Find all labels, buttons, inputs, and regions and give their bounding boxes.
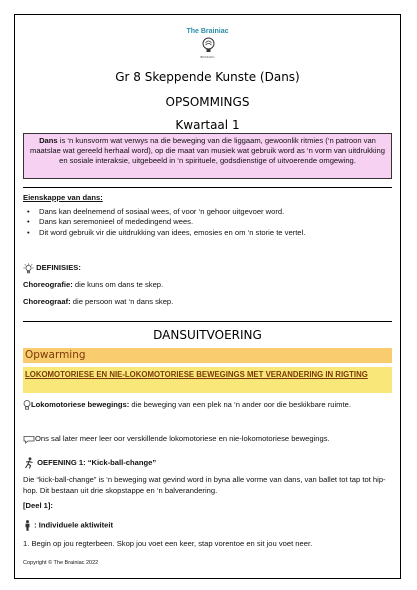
logo-caption: BRAINIAC [200, 55, 215, 59]
note-text: Ons sal later meer leer oor verskillende lokomotoriese en nie-lokomotoriese bewegings. [35, 434, 330, 443]
definitions-section [23, 261, 392, 307]
definition-row-term: Choreograaf: [23, 296, 71, 306]
running-figure-icon [23, 457, 35, 469]
movement-subheading: LOKOMOTORIESE EN NIE-LOKOMOTORIESE BEWEGINGS MET VERANDERING IN RIGTING [23, 367, 392, 393]
properties-section [23, 193, 392, 238]
part-label: [Deel 1]: [23, 501, 53, 510]
note-line [23, 434, 392, 445]
exercise-heading [23, 457, 392, 469]
page-title: Gr 8 Skeppende Kunste (Dans) [115, 70, 300, 84]
divider [23, 187, 392, 188]
locomotor-text: die beweging van een plek na ‘n ander oor die beskikbare ruimte. [129, 400, 351, 409]
definition-term: Dans [39, 136, 58, 145]
definition-row-term: Choreografie: [23, 280, 73, 289]
locomotor-term: Lokomotoriese bewegings: [31, 400, 130, 409]
definition-row [23, 297, 392, 308]
warmup-band: Opwarming [23, 348, 392, 363]
definition-row [23, 280, 392, 291]
definition-row-text: die kuns om dans te skep. [72, 280, 164, 289]
definition-row-text: die persoon wat ‘n dans skep. [70, 296, 174, 306]
properties-list [23, 207, 392, 239]
speech-bubble-icon [23, 435, 35, 444]
list-item: • Dans kan seremonieel of mededingend wees. [23, 217, 392, 228]
exercise-title: OEFENING 1: “Kick-ball-change” [37, 458, 157, 467]
term-label: Kwartaal 1 [175, 118, 240, 132]
brand-name: The Brainiac [186, 28, 229, 35]
exercise-description: Die “kick-ball-change” is ‘n beweging wat gevind word in byna alle vorme van dans, van ballet tot tap tot hip-hop. Dit bestaan uit drie skopstappe en ‘n balverandering. [23, 475, 386, 495]
definitions-heading: DEFINISIES: [36, 263, 81, 272]
activity-text: : Individuele aktiwiteit [34, 520, 114, 530]
activity-label [23, 520, 392, 531]
worksheet-page [14, 14, 401, 579]
list-item: • Dit word gebruik vir die uitdrukking van idees, emosies en om ‘n storie te vertel. [23, 228, 392, 239]
dance-definition-box [23, 133, 392, 179]
page-subtitle: OPSOMMINGS [165, 95, 250, 109]
standing-person-icon [23, 520, 32, 531]
brain-lightbulb-logo-icon [201, 37, 216, 53]
lightbulb-icon [23, 400, 31, 410]
list-item: • Dans kan deelnemend of sosiaal wees, of voor ‘n gehoor uitgevoer word. [23, 207, 392, 218]
locomotor-definition [23, 400, 392, 411]
section-title: DANSUITVOERING [153, 328, 262, 342]
properties-heading: Eienskappe van dans: [23, 193, 103, 202]
definition-text: is ‘n kunsvorm wat verwys na die beweging van die liggaam, gewoonlik ritmies (‘n patroon van maatslae wat gereeld herhaal word), op die maat van musiek wat gebruik word as ‘n vorm van uitdrukking en sosiale interaksie, uitgebeeld in ‘n spirituele, godsdienstige of uitvoerende omgewing. [30, 136, 385, 166]
sun-lightbulb-icon [23, 263, 34, 274]
divider [23, 321, 392, 322]
copyright-footer: Copyright © The Brainiac 2022 [23, 560, 99, 566]
step-one: 1. Begin op jou regterbeen. Skop jou voet een keer, stap vorentoe en sit jou voet neer. [23, 539, 313, 548]
